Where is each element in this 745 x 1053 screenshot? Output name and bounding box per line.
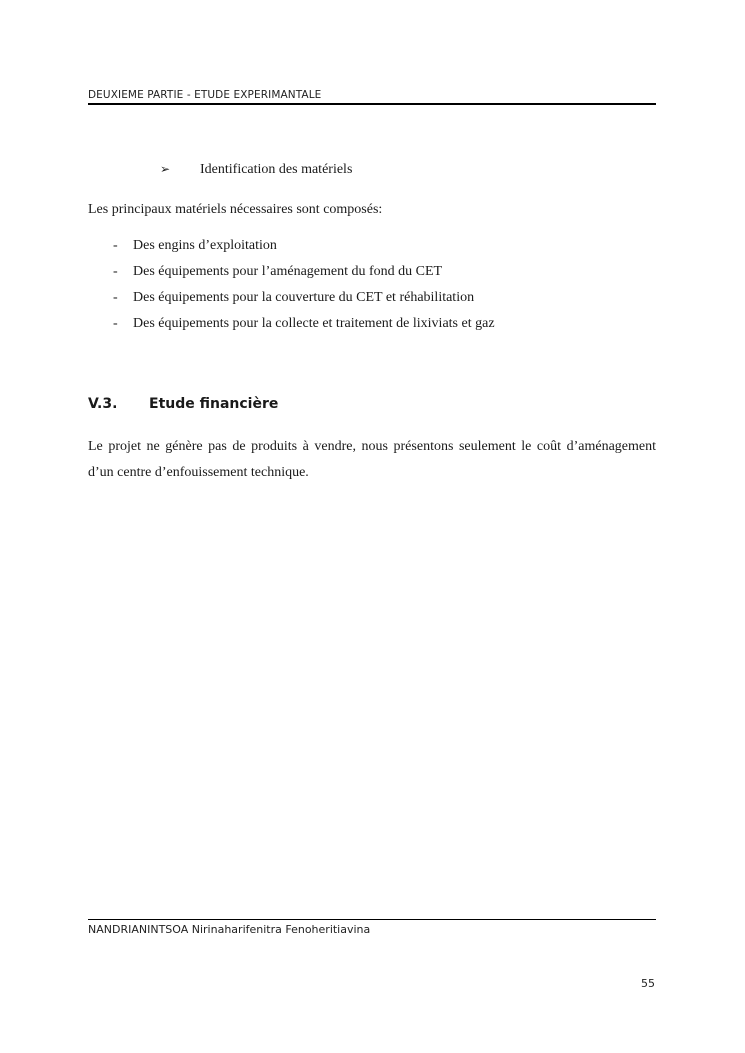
page-number: 55	[641, 977, 655, 990]
list-item-text: Des équipements pour la collecte et traitement de lixiviats et gaz	[133, 316, 495, 331]
dash-bullet: -	[113, 238, 118, 253]
materials-intro: Les principaux matériels nécessaires sont composés:	[88, 202, 383, 217]
list-item-text: Des équipements pour l’aménagement du fond du CET	[133, 264, 443, 279]
dash-bullet: -	[113, 264, 118, 279]
section-number: V.3.	[88, 396, 118, 412]
section-paragraph: Le projet ne génère pas de produits à vendre, nous présentons seulement le coût d’aménagement d’un centre d’enfouissement technique.	[88, 439, 656, 480]
header-divider	[88, 103, 656, 105]
list-item-text: Des engins d’exploitation	[133, 238, 277, 253]
footer-author: NANDRIANINTSOA Nirinaharifenitra Fenoheritiavina	[88, 923, 371, 936]
arrow-bullet-icon: ➢	[160, 162, 171, 176]
footer-divider	[88, 919, 656, 920]
section-title: Etude financière	[149, 396, 279, 412]
dash-bullet: -	[113, 290, 118, 305]
subheading-identification	[160, 162, 353, 179]
running-header: DEUXIEME PARTIE - ETUDE EXPERIMANTALE	[88, 89, 322, 101]
subheading-label: Identification des matériels	[200, 162, 353, 177]
list-item-text: Des équipements pour la couverture du CET et réhabilitation	[133, 290, 475, 305]
dash-bullet: -	[113, 316, 118, 331]
